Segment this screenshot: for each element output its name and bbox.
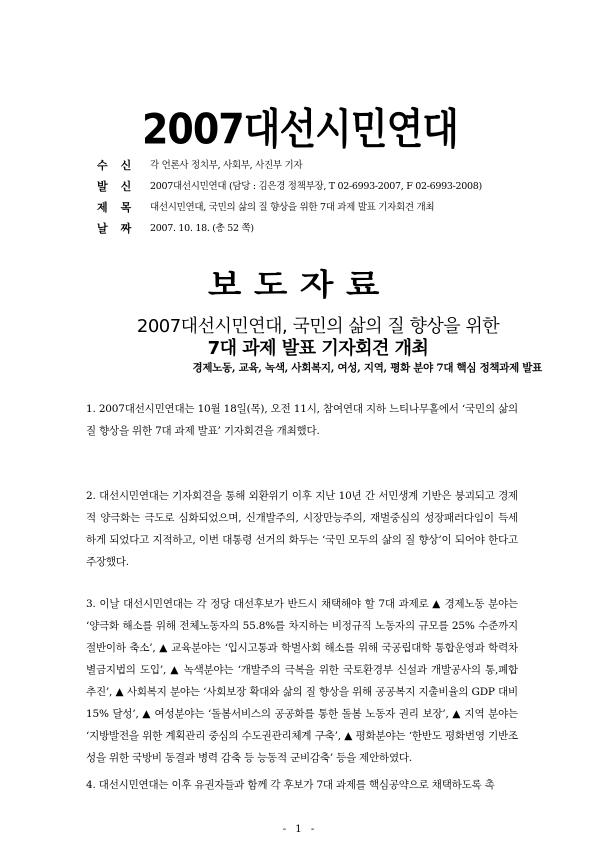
meta-row-subject <box>97 197 482 218</box>
paragraph-2: 2. 대선시민연대는 기자회견을 통해 외환위기 이후 지난 10년 간 서민생계 기반은 붕괴되고 경제적 양극화는 극도로 심화되었으며, 신개발주의, 시장만능주의, 재벌중심의 성장패러다임이 득세하게 되었다고 지적하고, 이번 대통령 선거의 화두는 ‘국민 모두의 삶의 질 향상’이 되어야 한다고 주장했다. <box>86 490 518 568</box>
meta-key-date: 날짜 <box>97 222 145 235</box>
meta-key-sender: 발신 <box>97 180 145 193</box>
meta-value-subject: 대선시민연대, 국민의 삶의 질 향상을 위한 7대 과제 발표 기자회견 개최 <box>150 202 435 213</box>
meta-row-date <box>97 218 482 239</box>
meta-row-sender <box>97 176 482 197</box>
subheadline: 경제노동, 교육, 녹색, 사회복지, 여성, 지역, 평화 분야 7대 핵심 정책과제 발표 <box>192 362 542 374</box>
meta-row-recipient <box>97 155 482 176</box>
paragraph-3: 3. 이날 대선시민연대는 각 정당 대선후보가 반드시 채택해야 할 7대 과제로 ▲ 경제노동 분야는 ‘양극화 해소를 위해 전체노동자의 55.8%를 차지하는 비정규직 노동자의 규모를 25% 수준까지 절반이하 축소’, ▲ 교육분야는 ‘입시고통과 학벌사회 해소를 위해 국공립대학 통합운영과 학력차별금지법의 도입’, ▲ 녹색분야는 ‘개발주의 극복을 위한 국토환경부 신설과 개발공사의 통,폐합 추진’, ▲ 사회복지 분야는 ‘사회보장 확대와 삶의 질 향상을 위해 공공복지 지출비율의 GDP 대비 15% 달성’, ▲ 여성분야는 ‘돌봄서비스의 공공화를 통한 돌봄 노동자 권리 보장’, ▲ 지역 분야는 ‘지방발전을 위한 계획관리 중심의 수도권관리체계 구축’, ▲ 평화분야는 ‘한반도 평화번영 기반조성을 위한 국방비 동결과 병력 감축 등 능동적 군비감축’ 등을 제안하였다. <box>86 598 518 764</box>
headline-line-2: 7대 과제 발표 기자회견 개최 <box>207 338 429 359</box>
meta-value-recipient: 각 언론사 정치부, 사회부, 사진부 기자 <box>150 160 303 171</box>
meta-key-recipient: 수신 <box>97 159 145 172</box>
paragraph-1: 1. 2007대선시민연대는 10월 18일(목), 오전 11시, 참여연대 지하 느티나무홀에서 ‘국민의 삶의 질 향상을 위한 7대 과제 발표’ 기자회견을 개최했다. <box>86 403 518 437</box>
organization-title: 2007대선시민연대 <box>141 105 458 154</box>
paragraph-4: 4. 대선시민연대는 이후 유권자들과 함께 각 후보가 7대 과제를 핵심공약으로 채택하도록 촉 <box>86 779 495 791</box>
press-release-metadata <box>97 155 482 239</box>
page-number: - 1 - <box>282 824 318 835</box>
meta-value-sender: 2007대선시민연대 (담당 : 김은경 정책부장, T 02-6993-2007, F 02-6993-2008) <box>150 181 482 192</box>
meta-value-date: 2007. 10. 18. (총 52 쪽) <box>150 223 254 234</box>
meta-key-subject: 제목 <box>97 201 145 214</box>
headline-line-1: 2007대선시민연대, 국민의 삶의 질 향상을 위한 <box>136 316 500 337</box>
press-release-title: 보도자료 <box>208 268 392 303</box>
headline <box>88 316 548 360</box>
